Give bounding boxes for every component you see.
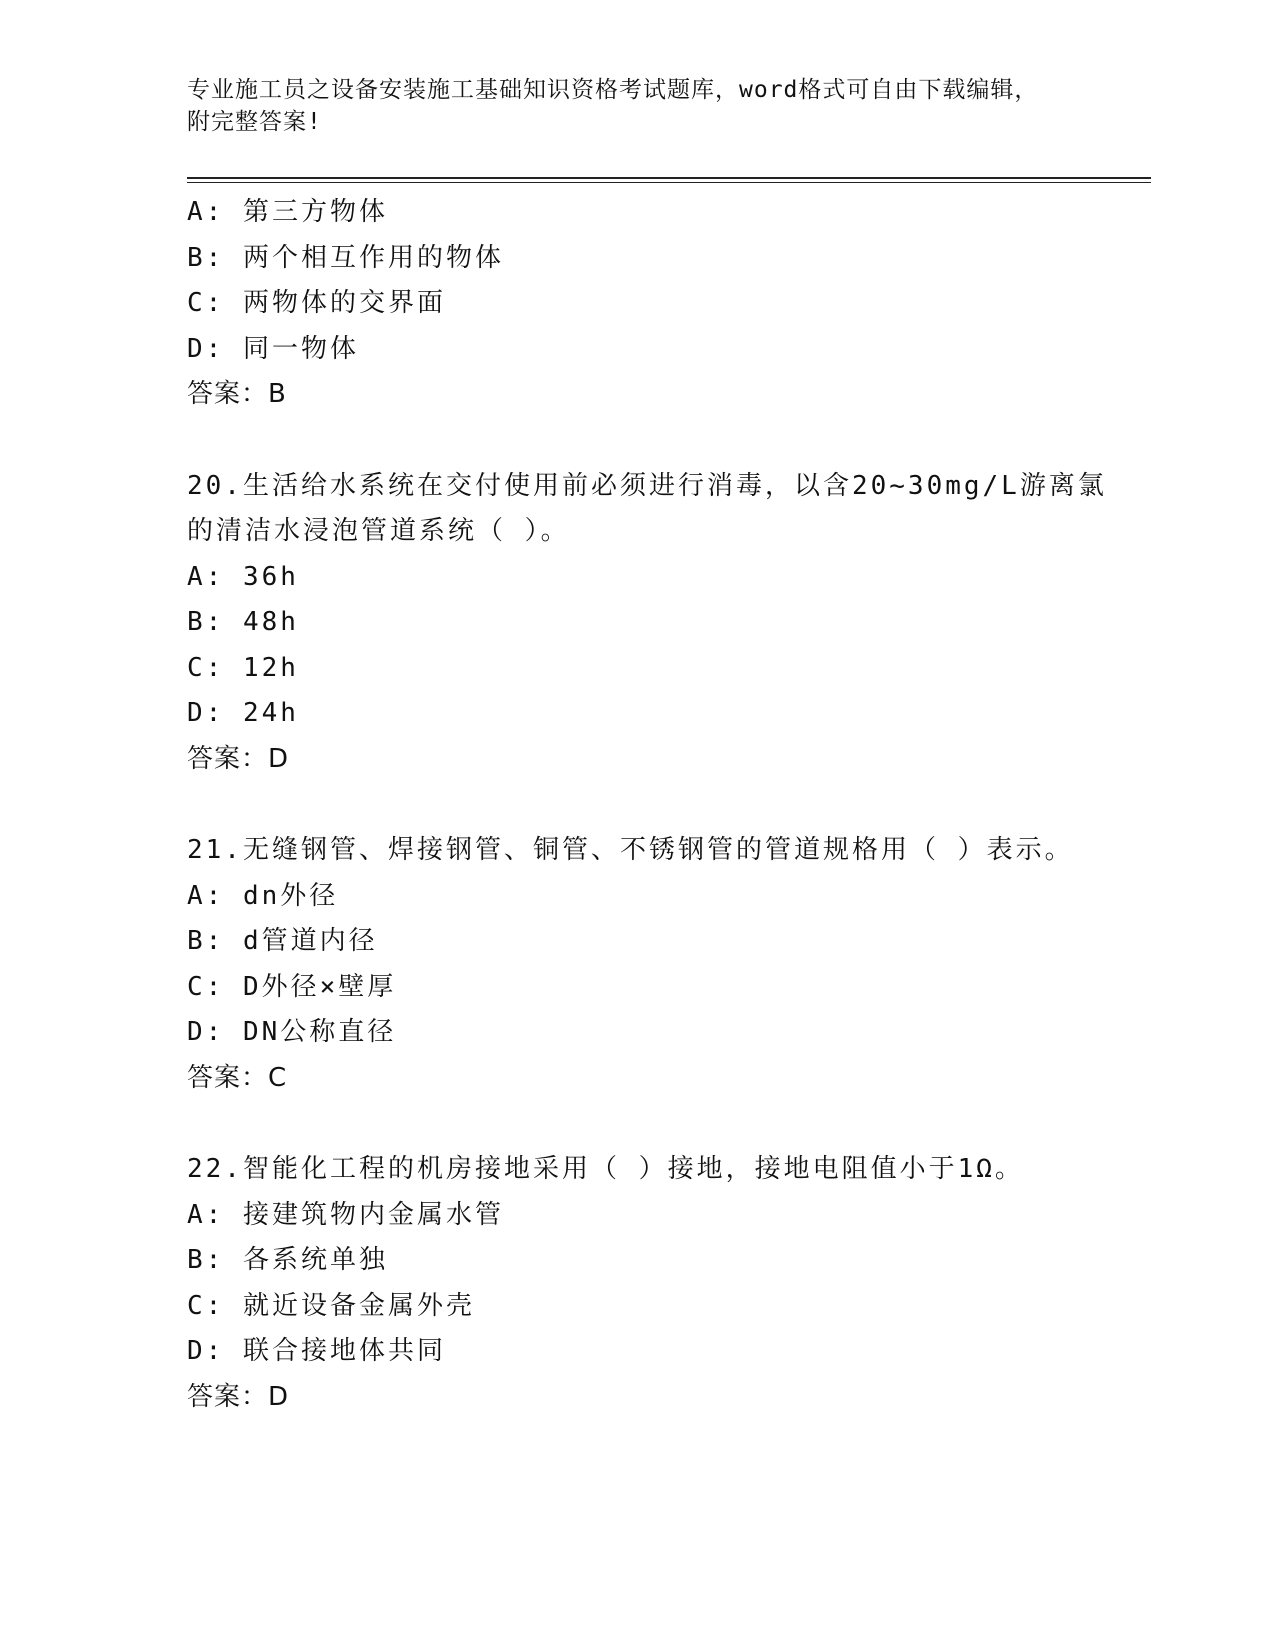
question-21 — [187, 828, 1151, 1101]
q20-option-d: D: 24h — [187, 698, 299, 728]
q19-option-a: A: 第三方物体 — [187, 197, 388, 227]
header-line-1: 专业施工员之设备安装施工基础知识资格考试题库，word格式可自由下载编辑， — [187, 77, 1039, 103]
spacer — [187, 418, 1151, 464]
question-19 — [187, 190, 1151, 418]
q20-stem-line-2: 的清洁水浸泡管道系统（ ）。 — [187, 516, 570, 546]
q21-option-c: C: D外径×壁厚 — [187, 971, 397, 1002]
q22-answer: 答案：D — [187, 1381, 290, 1412]
q21-stem-line-1: 21.无缝钢管、焊接钢管、铜管、不锈钢管的管道规格用（ ）表示。 — [187, 835, 1074, 865]
header-divider-thick — [187, 177, 1151, 179]
q21-answer: 答案：C — [187, 1062, 288, 1093]
q19-option-d: D: 同一物体 — [187, 333, 359, 364]
q20-option-a: A: 36h — [187, 561, 299, 592]
q20-stem-line-1: 20.生活给水系统在交付使用前必须进行消毒，以含20~30mg/L游离氯 — [187, 470, 1107, 501]
q22-option-d: D: 联合接地体共同 — [187, 1336, 446, 1366]
document-header — [187, 74, 1087, 138]
q19-option-b: B: 两个相互作用的物体 — [187, 242, 504, 273]
spacer — [187, 1101, 1151, 1147]
q21-option-d: D: DN公称直径 — [187, 1017, 397, 1047]
question-20 — [187, 464, 1151, 783]
question-list — [187, 190, 1151, 1420]
q22-stem-line-1: 22.智能化工程的机房接地采用（ ）接地，接地电阻值小于1Ω。 — [187, 1154, 1024, 1184]
q20-answer: 答案：D — [187, 743, 290, 774]
q19-option-c: C: 两物体的交界面 — [187, 288, 446, 318]
header-line-2: 附完整答案! — [187, 109, 322, 135]
q21-option-a: A: dn外径 — [187, 880, 339, 911]
question-22 — [187, 1147, 1151, 1420]
q19-answer: 答案：B — [187, 379, 287, 409]
q22-option-b: B: 各系统单独 — [187, 1245, 388, 1275]
q20-option-c: C: 12h — [187, 652, 299, 683]
q22-option-c: C: 就近设备金属外壳 — [187, 1290, 475, 1321]
spacer — [187, 782, 1151, 828]
q20-option-b: B: 48h — [187, 607, 299, 637]
q22-option-a: A: 接建筑物内金属水管 — [187, 1199, 504, 1230]
header-divider-thin — [187, 182, 1151, 183]
q21-option-b: B: d管道内径 — [187, 926, 378, 956]
